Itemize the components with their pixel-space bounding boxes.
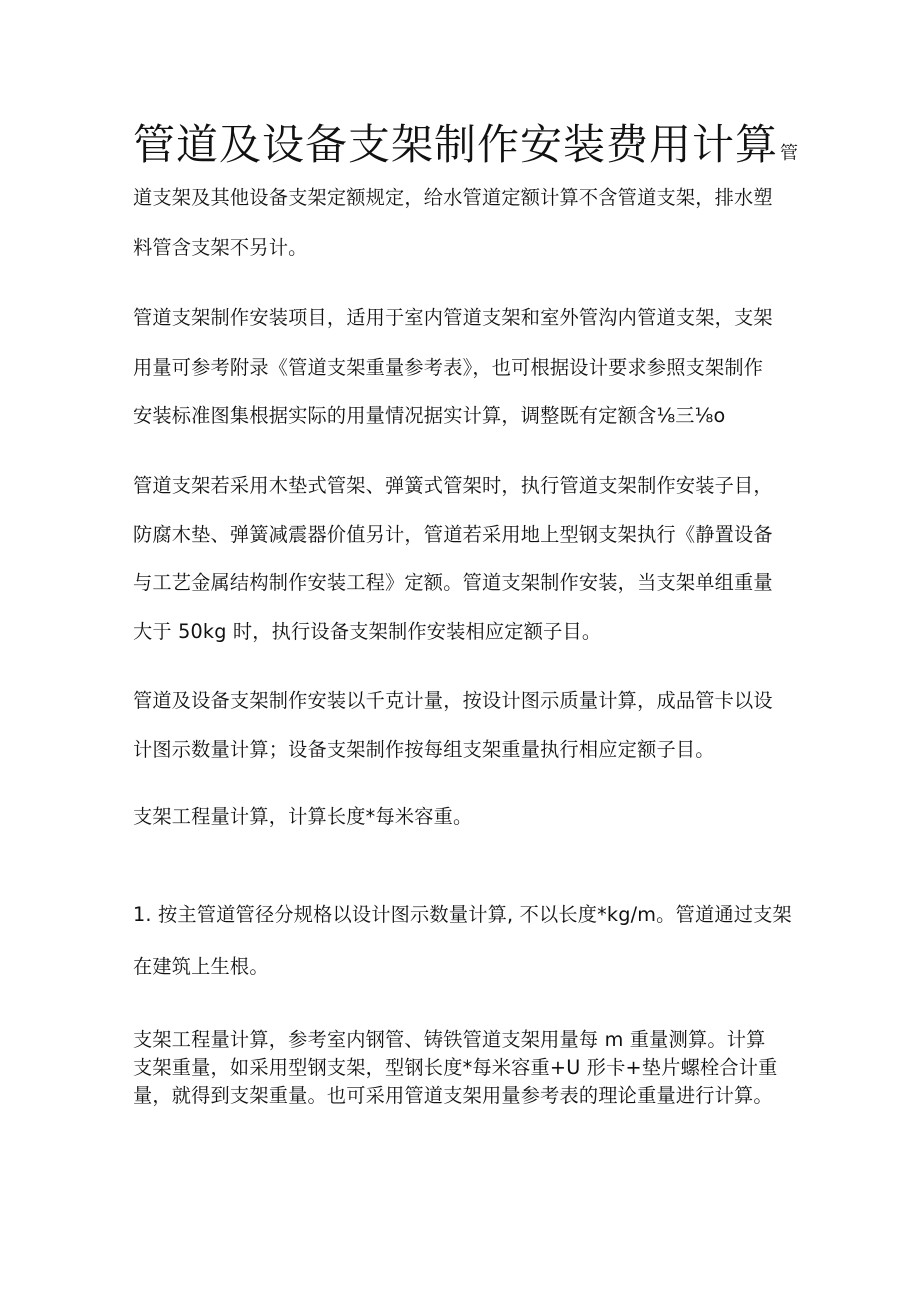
title-line — [133, 112, 903, 172]
body-line: 与工艺金属结构制作安装工程》定额。管道支架制作安装，当支架单组重量 — [133, 571, 773, 594]
body-line: 量，就得到支架重量。也可采用管道支架用量参考表的理论重量进行计算。 — [133, 1084, 773, 1107]
body-line: 管道支架若采用木垫式管架、弹簧式管架时，执行管道支架制作安装子目， — [133, 474, 773, 497]
page-title: 管道及设备支架制作安装费用计算 — [133, 120, 779, 169]
body-line: 计图示数量计算；设备支架制作按每组支架重量执行相应定额子目。 — [133, 738, 715, 761]
body-line: 支架工程量计算，计算长度*每米容重。 — [133, 805, 473, 828]
body-line: 支架工程量计算，参考室内钢管、铸铁管道支架用量每 m 重量测算。计算 — [133, 1028, 766, 1051]
body-line: 防腐木垫、弹簧减震器价值另计，管道若采用地上型钢支架执行《静置设备 — [133, 523, 773, 546]
body-line: 用量可参考附录《管道支架重量参考表》，也可根据设计要求参照支架制作 — [133, 356, 764, 379]
body-line: 1. 按主管道管径分规格以设计图示数量计算, 不以长度*kg/m。管道通过支架 — [133, 903, 792, 926]
body-line: 管道及设备支架制作安装以千克计量，按设计图示质量计算，成品管卡以设 — [133, 689, 773, 712]
title-tail-text: 管 — [780, 143, 799, 164]
body-line: 在建筑上生根。 — [133, 955, 269, 978]
body-line: 管道支架制作安装项目，适用于室内管道支架和室外管沟内管道支架，支架 — [133, 306, 773, 329]
body-line: 道支架及其他设备支架定额规定，给水管道定额计算不含管道支架，排水塑 — [133, 186, 773, 209]
body-line: 大于 50kg 时，执行设备支架制作安装相应定额子目。 — [133, 620, 602, 643]
body-line: 料管含支架不另计。 — [133, 236, 308, 259]
body-line: 支架重量，如采用型钢支架，型钢长度*每米容重+U 形卡+垫片螺栓合计重 — [133, 1056, 778, 1079]
body-line: 安装标准图集根据实际的用量情况据实计算，调整既有定额含⅛三⅛o — [133, 404, 726, 427]
